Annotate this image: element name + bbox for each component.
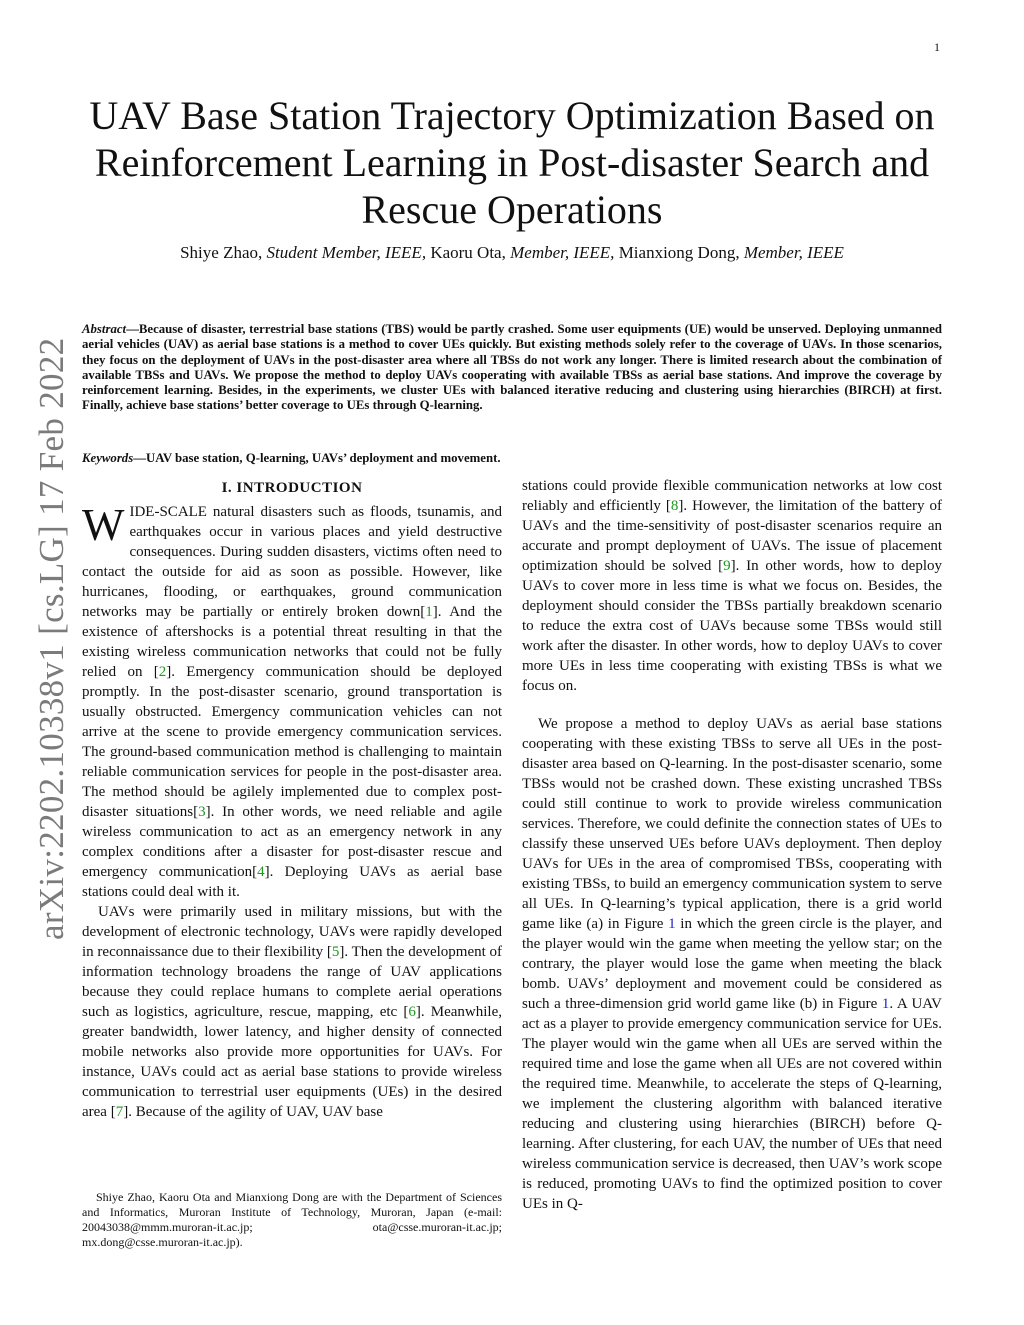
citation-link[interactable]: 2 (158, 664, 167, 680)
keywords (82, 451, 942, 466)
keywords-label: Keywords (82, 451, 134, 465)
drop-cap: W (82, 500, 125, 550)
body-text: ]. In other words, we need reliable and agile wireless communication to act as an emergency network in any complex conditions after a disaster for post-disaster rescue and emergency communication[ (82, 804, 502, 880)
intro-paragraph-2 (82, 902, 502, 1122)
body-text: stations could provide flexible communication networks at low cost reliably and efficiently [ (522, 478, 942, 514)
body-text: ]. Deploying UAVs as aerial base stations could deal with it. (82, 864, 502, 900)
citation-link[interactable]: 3 (198, 804, 206, 820)
left-column (82, 478, 502, 1122)
body-text: IDE-SCALE natural disasters such as floods, tsunamis, and earthquakes occur in various places and yield destructive consequences. During sudden disasters, victims often need to contact the outside for aid as soon as possible. However, like hurricanes, flooding, or earthquakes, ground communication networks may be partially or entirely broken down[ (82, 504, 502, 620)
author-membership: Member, IEEE, (510, 243, 615, 262)
author-name: Kaoru Ota, (430, 243, 506, 262)
intro-paragraph-4 (522, 714, 942, 1214)
citation-link[interactable]: 6 (408, 1004, 416, 1020)
body-text: ]. Emergency communication should be deployed promptly. In the post-disaster scenario, ground transportation is usually obstructed. Emergency communication vehicles can not arrive at the scene to provide emergency communication services. The ground-based communication method is challenging to maintain reliable communication services for people in the post-disaster area. The method should be agilely implemented due to complex post-disaster situations[ (82, 664, 502, 820)
author-affiliation-footnote: Shiye Zhao, Kaoru Ota and Mianxiong Dong are with the Department of Sciences and Informatics, Muroran Institute of Technology, Muroran, Japan (e-mail: 20043038@mmm.muroran-it.ac.jp; ota@csse.muroran-it.ac.jp; mx.dong@csse.muroran-it.ac.jp). (82, 1190, 502, 1249)
citation-link[interactable]: 4 (257, 864, 265, 880)
abstract-label: Abstract (82, 322, 127, 336)
citation-link[interactable]: 7 (115, 1104, 124, 1120)
author-name: Mianxiong Dong, (618, 243, 740, 262)
body-text: We propose a method to deploy UAVs as aerial base stations cooperating with these existing TBSs to serve all UEs in the post-disaster area based on Q-learning. In the post-disaster scenario, some TBSs would not be crashed down. These existing uncrashed TBSs could still continue to work to provide wireless communication services. Therefore, we could definite the connection states of UEs to classify these unserved UEs before UAVs deployment. Then deploy UAVs for UEs in the area of compromised TBSs, cooperating with existing TBSs, to build an emergency communication system to serve all UEs. In Q-learning’s typical application, there is a grid world game like (a) in Figure (522, 716, 942, 932)
body-text: ]. Meanwhile, greater bandwidth, lower latency, and higher density of connected mobile networks also provide more opportunities for UAVs. For instance, UAVs could act as aerial base stations to provide wireless communication to terrestrial user equipments (UEs) in the desired area [ (82, 1004, 502, 1120)
author-line (70, 243, 954, 263)
citation-link[interactable]: 9 (723, 558, 731, 574)
right-column (522, 476, 942, 1214)
body-text: ]. In other words, how to deploy UAVs to cover more in less time is what we focus on. Besides, the deployment should consider the TBSs partially breakdown scenario to reduce the extra cost of UAVs because some TBSs would still work after the disaster. In other words, how to deploy UAVs to cover more UEs in less time cooperating with existing TBSs is what we focus on. (522, 558, 943, 694)
section-heading-introduction: I. INTRODUCTION (221, 480, 363, 496)
body-text: ]. Then the development of information technology broadens the range of UAV applications because they could replace humans to complete aerial operations such as logistics, agriculture, rescue, mapping, etc [ (82, 944, 503, 1020)
author-name: Shiye Zhao, (180, 243, 263, 262)
intro-paragraph-1 (82, 502, 502, 902)
figure-link[interactable]: 1 (668, 916, 676, 932)
page-number: 1 (934, 40, 940, 54)
body-text: ]. However, the limitation of the battery of UAVs and the time-sensitivity of post-disaster scenarios require an accurate and prompt deployment of UAVs. The issue of placement optimization should be solved [ (522, 498, 942, 574)
abstract-text: —Because of disaster, terrestrial base stations (TBS) would be partly crashed. Some user equipments (UE) would be unserved. Deploying unmanned aerial vehicles (UAV) as aerial base stations is a method to cover UEs quickly. But existing methods solely refer to the coverage of UAVs. In those scenarios, they focus on the deployment of UAVs in the post-disaster area where all TBSs do not work any longer. There is limited research about the combination of available TBSs and UAVs. We propose the method to deploy UAVs cooperating with available TBSs as aerial base stations. And improve the coverage by reinforcement learning. Besides, in the experiments, we cluster UEs with balanced iterative reducing and clustering using hierarchies (BIRCH) at first. Finally, achieve base stations’ better coverage to UEs through Q-learning. (82, 322, 942, 413)
citation-link[interactable]: 8 (670, 498, 679, 514)
figure-link[interactable]: 1 (881, 996, 890, 1012)
intro-paragraph-3 (522, 476, 942, 696)
arxiv-identifier-stamp: arXiv:2202.10338v1 [cs.LG] 17 Feb 2022 (32, 337, 71, 940)
paper-title: UAV Base Station Trajectory Optimization Based on Reinforcement Learning in Post-disaster Search and Rescue Operations (89, 93, 935, 232)
body-text: UAVs were primarily used in military missions, but with the development of electronic technology, UAVs were rapidly developed in reconnaissance due to their flexibility [ (82, 904, 502, 960)
abstract (82, 322, 942, 414)
keywords-text: —UAV base station, Q-learning, UAVs’ deployment and movement. (133, 451, 501, 465)
body-text: . A UAV act as a player to provide emergency communication service for UEs. The player would win the game when all UEs are served within the required time and lose the game when all UEs are not covered within the required time. Meanwhile, to accelerate the steps of Q-learning, we implement the clustering algorithm with balanced iterative reducing and clustering using hierarchies (BIRCH) before Q-learning. After clustering, for each UAV, the number of UEs that need wireless communication service is decreased, then UAV’s work scope is reduced, promoting UAVs to find the optimized position to cover UEs in Q- (522, 996, 943, 1212)
author-membership: Member, IEEE (743, 243, 844, 262)
body-text: ]. And the existence of aftershocks is a potential threat resulting in that the existing wireless communication networks that could not be fully relied on [ (82, 604, 502, 680)
citation-link[interactable]: 5 (331, 944, 340, 960)
citation-link[interactable]: 1 (425, 604, 433, 620)
author-membership: Student Member, IEEE, (266, 243, 427, 262)
body-text: ]. Because of the agility of UAV, UAV base (123, 1104, 383, 1120)
body-text: in which the green circle is the player, and the player would win the game when meeting the yellow star; on the contrary, the player would lose the game when meeting the black bomb. UAVs’ deployment and movement could be considered as such a three-dimension grid world game like (b) in Figure (522, 916, 942, 1012)
